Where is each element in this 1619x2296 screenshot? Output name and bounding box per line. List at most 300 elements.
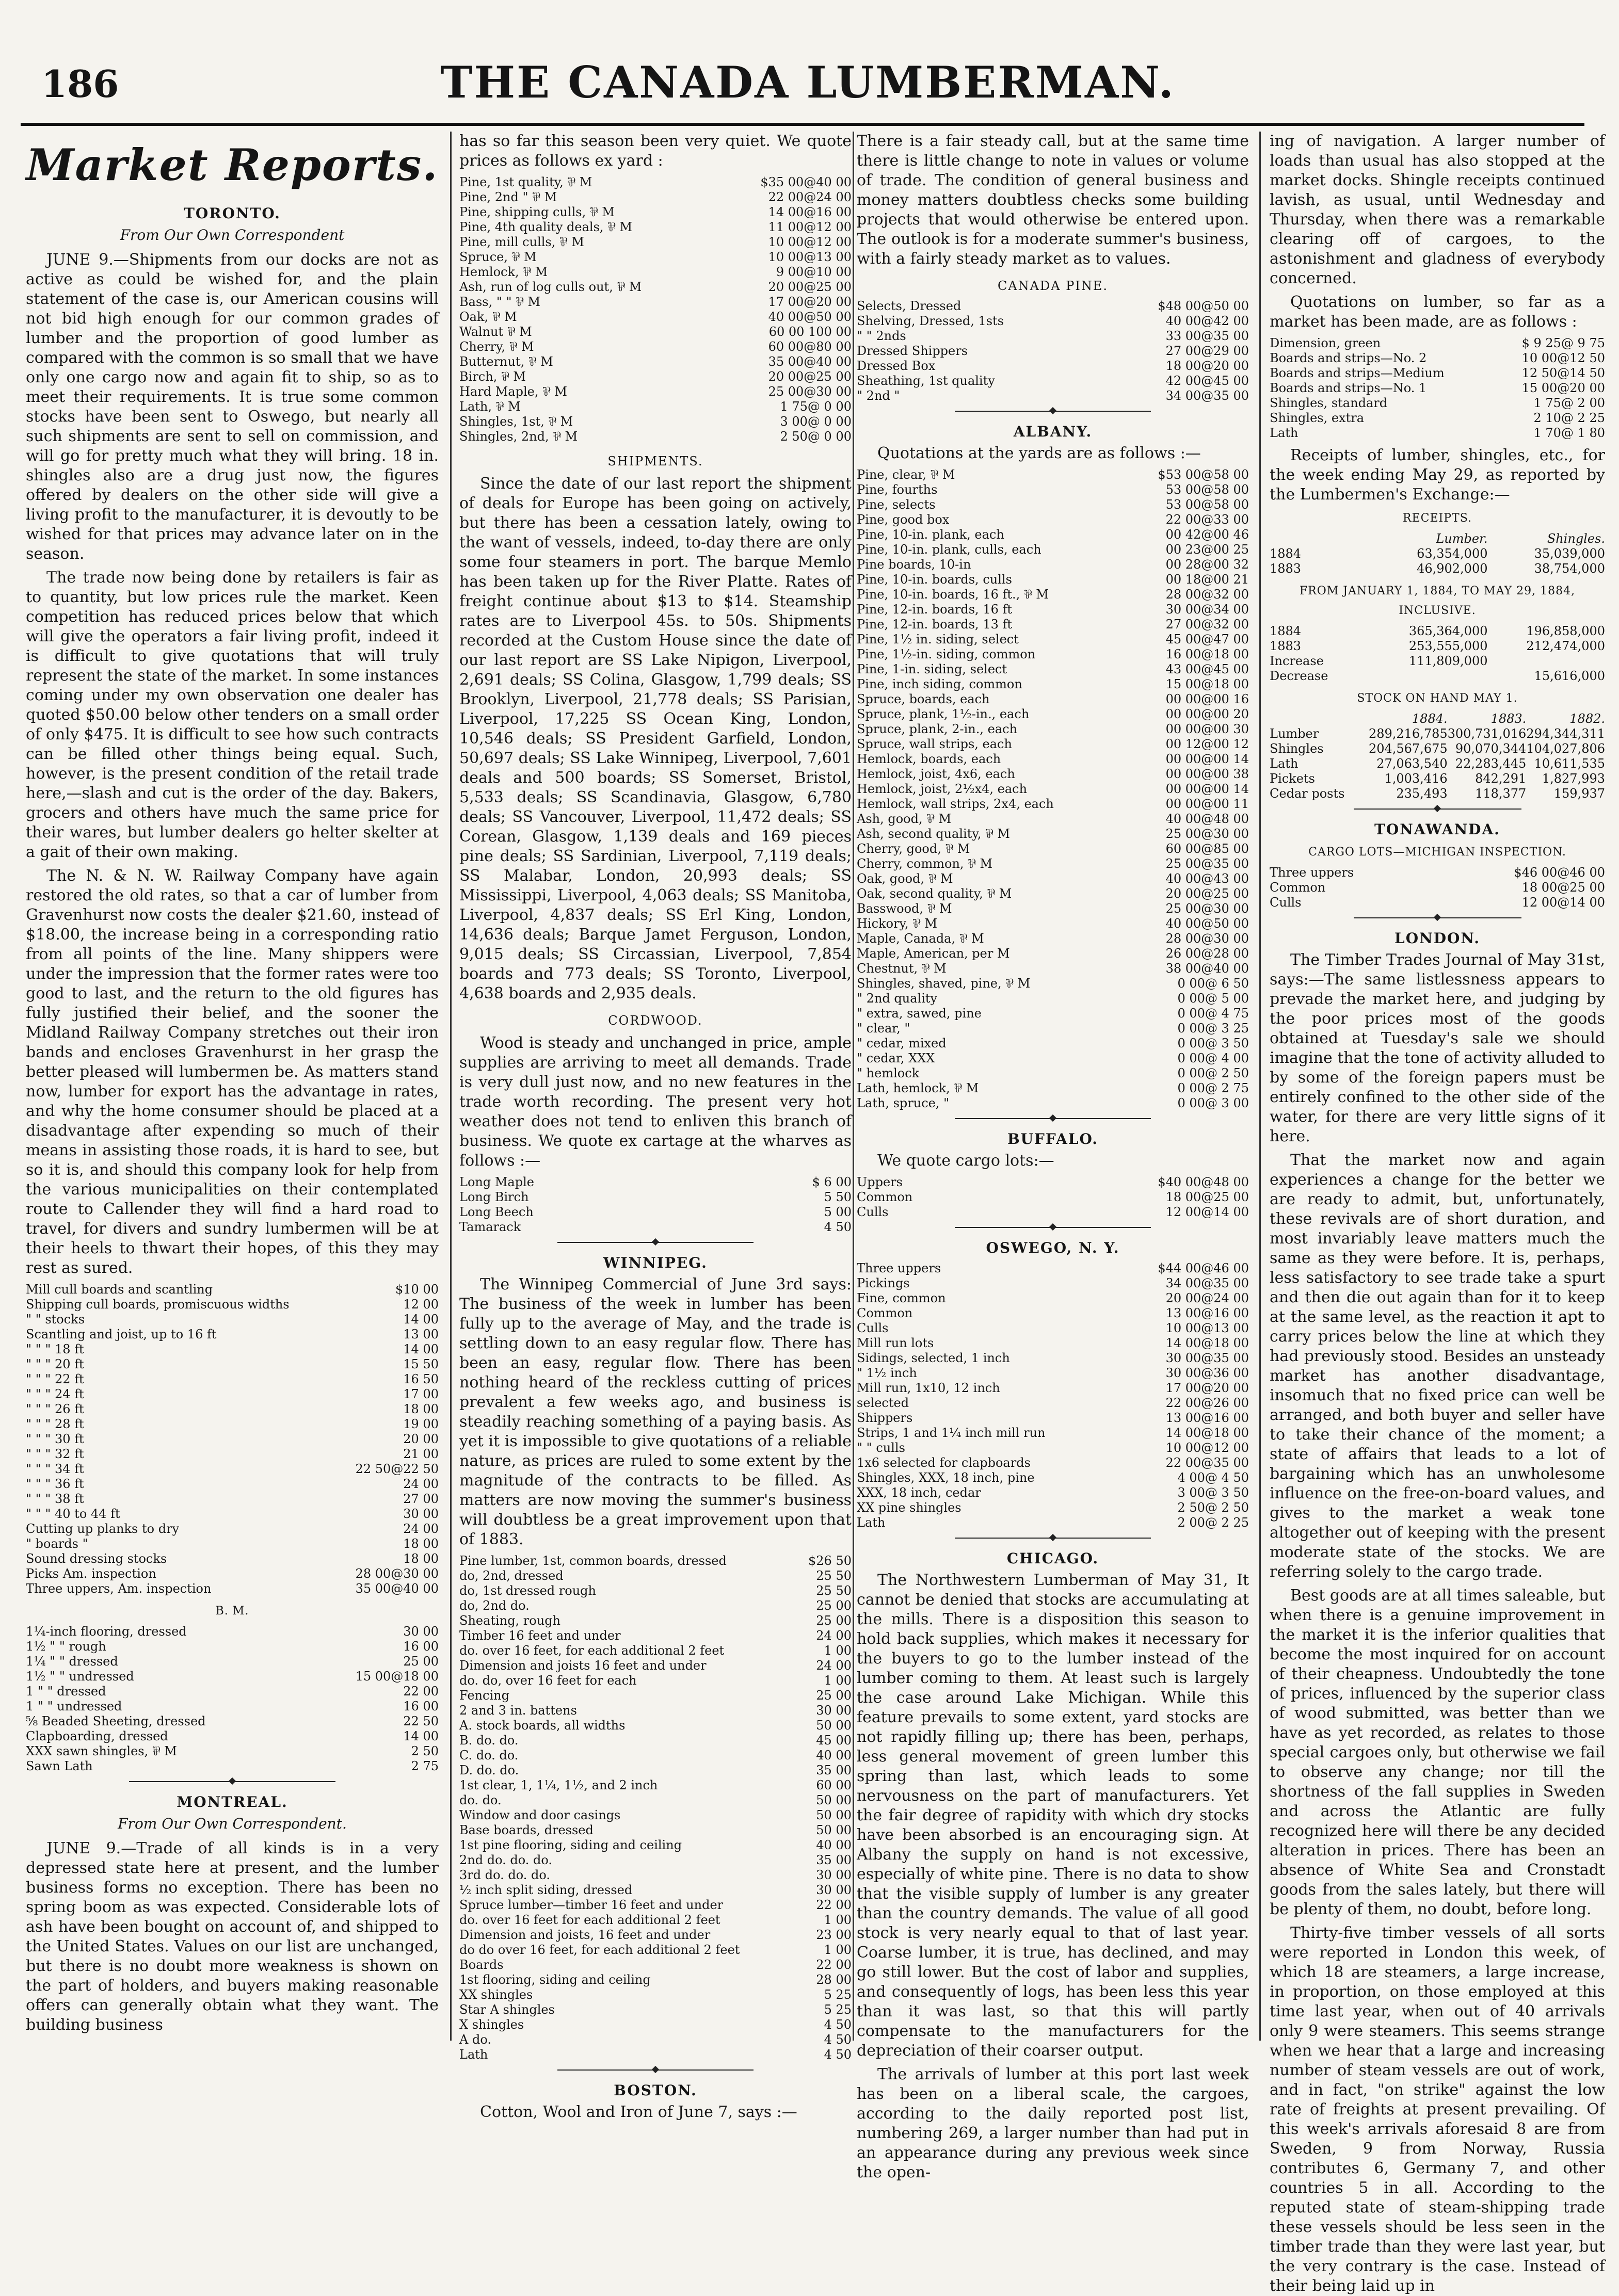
item-value: 0 00@ 6 50	[1177, 976, 1249, 991]
item-label: Shingles, 1st, ⅌ M	[459, 414, 573, 429]
item-label: Pine, 2nd " ⅌ M	[459, 190, 557, 204]
item-label: Birch, ⅌ M	[459, 369, 526, 384]
item-label: Pine, 1½-in. siding, common	[857, 647, 1036, 661]
item-value: 34 00@35 00	[1165, 1276, 1249, 1290]
table-row	[459, 1190, 852, 1205]
section-divider	[1354, 809, 1521, 810]
london-article	[1270, 950, 1605, 2296]
table-row	[459, 190, 852, 205]
item-value: 289,216,785	[1368, 726, 1448, 741]
table-row	[459, 2047, 852, 2062]
section-divider	[1354, 917, 1521, 918]
table-row	[459, 1972, 852, 1987]
item-label: do. do, over 16 feet for each	[459, 1673, 637, 1688]
item-label: Base boards, dressed	[459, 1823, 594, 1837]
item-label: XX pine shingles	[857, 1500, 961, 1515]
item-value: 22 50	[403, 1714, 439, 1728]
item-label: Spruce, plank, 1½-in., each	[857, 707, 1030, 721]
table-row	[857, 467, 1249, 482]
from-january-label: FROM JANUARY 1, 1884, TO MAY 29, 1884, INCLUSIVE.	[1299, 585, 1576, 617]
item-label: " " " 26 ft	[26, 1402, 84, 1416]
item-label: B. do. do.	[459, 1733, 519, 1748]
oswego-price-table	[857, 1261, 1249, 1530]
item-value: 17 00@20 00	[768, 295, 852, 309]
item-label: Cedar posts	[1270, 786, 1345, 801]
item-value: 21 00	[403, 1447, 439, 1461]
column-1	[26, 132, 439, 2041]
table-row	[857, 512, 1249, 527]
table-row	[26, 1729, 439, 1744]
item-value: 35 00	[816, 1763, 852, 1777]
item-value: 24 00	[403, 1477, 439, 1491]
item-label: Common	[857, 1190, 913, 1204]
item-label: " " " 38 ft	[26, 1492, 84, 1506]
item-label: do. over 16 feet for each additional 2 feet	[459, 1913, 720, 1927]
item-label: Spruce lumber—timber 16 feet and under	[459, 1898, 724, 1912]
table-row	[459, 1658, 852, 1673]
item-value: $48 00@50 00	[1158, 299, 1249, 313]
table-header-cell: 1884.	[1412, 712, 1448, 726]
item-value: 16 50	[403, 1372, 439, 1386]
item-label: 1½ " " rough	[26, 1639, 106, 1654]
item-label: " " " 34 ft	[26, 1462, 84, 1476]
item-label: 1 " " undressed	[26, 1699, 122, 1713]
item-value: 40 00	[816, 1838, 852, 1852]
table-row	[26, 1684, 439, 1699]
column-rule	[853, 132, 854, 2041]
table-row	[857, 1426, 1249, 1441]
item-value: 38,754,000	[1534, 561, 1605, 576]
table-row	[857, 602, 1249, 617]
item-value: 18 00@20 00	[1165, 359, 1249, 373]
item-label: Window and door casings	[459, 1808, 621, 1822]
item-value: $26 50	[808, 1554, 852, 1568]
item-label: Maple, American, per M	[857, 946, 1010, 961]
item-label: Shippers	[857, 1411, 913, 1425]
item-value: 2 00@ 2 25	[1177, 1515, 1249, 1530]
table-row	[26, 1639, 439, 1654]
table-row	[857, 707, 1249, 722]
item-label: Pine, 1½ in. siding, select	[857, 632, 1019, 646]
table-row	[26, 1566, 439, 1581]
stock-on-hand-table	[1270, 712, 1605, 801]
item-value: 50 00	[816, 1808, 852, 1822]
toronto-byline: From Our Own Correspondent	[120, 227, 345, 244]
item-label: do. over 16 feet, for each additional 2 feet	[459, 1643, 725, 1658]
item-value: 18 00@25 00	[1165, 1190, 1249, 1204]
item-value: 18 00	[403, 1402, 439, 1416]
table-row	[26, 1402, 439, 1417]
table-row	[459, 205, 852, 220]
table-row	[857, 946, 1249, 961]
item-value: 28 00@30 00	[355, 1566, 439, 1581]
item-value: 25 00	[816, 1688, 852, 1703]
table-row	[857, 647, 1249, 662]
item-label: Pine, good box	[857, 512, 950, 527]
item-value: 5 25	[824, 1987, 852, 2002]
item-value: 14 00	[403, 1312, 439, 1327]
item-value: 22 00	[403, 1684, 439, 1699]
item-value: 5 25	[824, 2002, 852, 2017]
table-row	[857, 827, 1249, 842]
item-label: 1x6 selected for clapboards	[857, 1456, 1031, 1470]
item-label: Three uppers, Am. inspection	[26, 1581, 212, 1596]
item-label: " " " 30 ft	[26, 1432, 84, 1446]
table-row	[26, 1417, 439, 1432]
item-label: " 2nd "	[857, 389, 900, 403]
quotations-intro: Quotations on lumber, so far as a market has been made, are as follows :	[1270, 293, 1605, 331]
item-label: Selects, Dressed	[857, 299, 961, 313]
item-label: " 1½ inch	[857, 1366, 917, 1380]
item-value: 294,344,311	[1526, 726, 1605, 741]
item-value: 40 00@43 00	[1165, 871, 1249, 886]
paragraph: That the market now and again experiences a change for the better we are ready to admit, but, unfortunately, these revivals are of short duration, and most invariably leave matters much the same as they were before. It is, perhaps, less satisfactory to see trade take a spurt and then die out again than for it to keep at the same level, as the reaction it apt to carry prices below the line at which they had previously stood. Besides an unsteady market has another disadvantage, insomuch that no fixed price can well be arranged, and both buyer and seller have to take their chance of the moment; a state of affairs that leads to a lot of bargaining which has an unwholesome influence on the free-on-board values, and gives to the market a weak tone altogether out of keeping with the present moderate state of the stocks. We are referring solely to the cargo trade.	[1270, 1151, 1605, 1581]
item-label: Scantling and joist, up to 16 ft	[26, 1327, 217, 1341]
item-label: " " " 22 ft	[26, 1372, 84, 1386]
table-row	[459, 310, 852, 325]
item-value: 00 00@00 30	[1165, 722, 1249, 736]
item-label: Pine, clear, ⅌ M	[857, 467, 955, 482]
table-row	[857, 1411, 1249, 1426]
item-label: Mill run lots	[857, 1336, 934, 1350]
item-label: " " " 36 ft	[26, 1477, 84, 1491]
table-row	[459, 295, 852, 310]
receipts-table	[1270, 531, 1605, 576]
item-label: Lath, ⅌ M	[459, 399, 521, 414]
table-row	[459, 399, 852, 414]
item-label: Increase	[1270, 654, 1324, 668]
table-row	[1270, 336, 1605, 351]
item-value: $46 00@46 00	[1514, 865, 1605, 880]
item-value: 0 00@ 4 00	[1177, 1051, 1249, 1065]
item-value: 118,377	[1475, 786, 1527, 801]
item-value: $53 00@58 00	[1158, 467, 1249, 482]
table-row	[459, 1838, 852, 1853]
table-row	[857, 1261, 1249, 1276]
table-row	[857, 497, 1249, 512]
item-value: 3 00@ 0 00	[780, 414, 852, 429]
item-value: 00 12@00 12	[1165, 737, 1249, 751]
item-label: Pine, selects	[857, 497, 936, 512]
item-value: 30 00	[816, 1883, 852, 1897]
item-value: 16 00	[403, 1639, 439, 1654]
table-row	[1270, 895, 1605, 910]
item-value: 35 00	[816, 1853, 852, 1867]
item-value: 25 50	[816, 1569, 852, 1583]
item-label: Hemlock, joist, 4x6, each	[857, 767, 1015, 781]
item-value: 00 42@00 46	[1165, 527, 1249, 542]
item-value: 365,364,000	[1408, 624, 1488, 638]
item-value: 1 00	[824, 1673, 852, 1688]
table-row	[26, 1669, 439, 1684]
table-row	[857, 542, 1249, 557]
item-label: Sheathing, 1st quality	[857, 374, 995, 388]
item-label: Dressed Shippers	[857, 344, 968, 358]
item-value: 14 00@16 00	[768, 205, 852, 219]
boston-text: Cotton, Wool and Iron of June 7, says :—	[480, 2103, 797, 2121]
item-value: 0 00@ 4 75	[1177, 1006, 1249, 1021]
item-label: Pine boards, 10-in	[857, 557, 971, 572]
table-row	[857, 1190, 1249, 1205]
item-label: do do over 16 feet, for each additional 2 feet	[459, 1943, 740, 1957]
table-row	[857, 314, 1249, 329]
table-row	[857, 677, 1249, 692]
table-row	[857, 931, 1249, 946]
item-value: 15 00@18 00	[1165, 677, 1249, 691]
item-label: Lath	[857, 1515, 886, 1530]
item-label: Mill cull boards and scantling	[26, 1282, 213, 1297]
item-value: 2 10@ 2 25	[1533, 411, 1605, 425]
item-value: 14 00@18 00	[1165, 1426, 1249, 1440]
item-label: Dimension and joists, 16 feet and under	[459, 1928, 711, 1942]
item-label: 1½ " " undressed	[26, 1669, 134, 1684]
item-value: $10 00	[395, 1282, 439, 1297]
table-row	[1270, 381, 1605, 396]
table-row	[26, 1581, 439, 1596]
table-row	[857, 722, 1249, 737]
item-label: do. do.	[459, 1793, 502, 1807]
table-row	[1270, 654, 1605, 669]
montreal-heading: MONTREAL.	[177, 1793, 288, 1810]
table-row	[857, 1051, 1249, 1066]
table-row	[857, 1441, 1249, 1456]
table-row	[857, 797, 1249, 812]
item-label: Shingles, XXX, 18 inch, pine	[857, 1470, 1035, 1485]
table-row	[857, 767, 1249, 782]
item-label: 1884	[1270, 624, 1302, 638]
item-label: Pine, 1-in. siding, select	[857, 662, 1007, 676]
table-row	[26, 1759, 439, 1774]
item-value: 196,858,000	[1526, 624, 1605, 638]
item-label: Fine, common	[857, 1291, 946, 1305]
item-value: 10 00@13 00	[768, 250, 852, 264]
item-value: 12 50@14 50	[1521, 366, 1605, 380]
item-value: 35,039,000	[1534, 546, 1605, 561]
paragraph: JUNE 9.—Trade of all kinds is in a very depressed state here at present, and the lumber business forms no exception. There has been no spring boom as was expected. Considerable lots of ash have been bought on account of, and shipped to the United States. Values on our list are unchanged, but there is no doubt more weakness is shown on the part of holders, and buyers making reasonable offers can generally obtain what they want. The building business	[26, 1839, 439, 2034]
table-row	[857, 1175, 1249, 1190]
item-label: 1883	[1270, 561, 1302, 576]
section-title: Market Reports.	[26, 139, 439, 190]
montreal-continued: has so far this season been very quiet. We quote prices as follows ex yard :	[459, 132, 852, 170]
item-value: 22 00@26 00	[1165, 1396, 1249, 1410]
item-value: 104,027,806	[1526, 741, 1605, 756]
table-row	[26, 1357, 439, 1372]
item-label: Strips, 1 and 1¼ inch mill run	[857, 1426, 1046, 1440]
item-value: 00 18@00 21	[1165, 572, 1249, 587]
cordwood-heading: CORDWOOD.	[608, 1013, 703, 1028]
table-row	[459, 325, 852, 339]
paragraph: The Timber Trades Journal of May 31st, says:—The same listlessness appears to prevade the market here, and judging by the poor prices most of the goods obtained at Tuesday's sale we should imagine that the tone of activity alluded to by some of the foreign papers must be entirely confined to the other side of the water, for there are very little signs of it here.	[1270, 951, 1605, 1145]
item-value: 25 00@35 00	[1165, 856, 1249, 871]
item-value: 28 00@32 00	[1165, 587, 1249, 602]
item-value: 45 00	[816, 1733, 852, 1748]
item-label: Lumber	[1270, 726, 1319, 741]
item-label: Sidings, selected, 1 inch	[857, 1351, 1010, 1365]
cordwood-table	[459, 1175, 852, 1235]
item-value: 16 00	[403, 1699, 439, 1713]
item-label: " extra, sawed, pine	[857, 1006, 982, 1021]
section-divider	[557, 1242, 754, 1243]
item-label: A. stock boards, all widths	[459, 1718, 626, 1733]
table-row	[459, 1554, 852, 1569]
table-row	[26, 1551, 439, 1566]
table-row	[459, 1598, 852, 1613]
item-label: 2 and 3 in. battens	[459, 1703, 577, 1718]
item-label: Dimension and joists 16 feet and under	[459, 1658, 707, 1673]
table-row	[857, 886, 1249, 901]
buffalo-price-table	[857, 1175, 1249, 1220]
item-value: 2 50@ 2 50	[1177, 1500, 1249, 1515]
item-value: 27 00	[403, 1492, 439, 1506]
item-value: 2 50	[411, 1744, 439, 1758]
table-row	[857, 1081, 1249, 1096]
item-value	[1488, 654, 1606, 669]
table-row	[1270, 669, 1605, 684]
table-cell	[1270, 531, 1370, 546]
cordwood-text: Wood is steady and unchanged in price, ample supplies are arriving to meet all demands. Trade is very dull just now, and no new features in the trade worth recording. The present very hot weather does not tend to enliven this branch of business. We quote ex cartage at the wharves as follows :—	[459, 1034, 852, 1170]
item-label: Lath, hemlock, ⅌ M	[857, 1081, 979, 1095]
item-value: 235,493	[1396, 786, 1448, 801]
table-row	[857, 901, 1249, 916]
item-value: 40 00@42 00	[1165, 314, 1249, 328]
item-value: 23 00	[816, 1928, 852, 1942]
table-row	[459, 1628, 852, 1643]
item-value: 40 00@48 00	[1165, 812, 1249, 826]
table-row	[857, 692, 1249, 707]
item-label: selected	[857, 1396, 909, 1410]
table-cell	[1270, 712, 1369, 726]
table-row	[857, 752, 1249, 767]
item-value: $35 00@40 00	[760, 175, 852, 189]
item-label: 1st flooring, siding and ceiling	[459, 1972, 651, 1987]
table-row	[1270, 366, 1605, 381]
item-label: ⅝ Beaded Sheeting, dressed	[26, 1714, 206, 1728]
masthead: THE CANADA LUMBERMAN.	[440, 57, 1175, 108]
table-row	[459, 1898, 852, 1913]
table-row	[1270, 880, 1605, 895]
item-value: 1 75@ 2 00	[1533, 396, 1605, 410]
table-row	[459, 1913, 852, 1928]
item-value: 00 00@00 38	[1165, 767, 1249, 781]
item-value: 30 00@34 00	[1165, 602, 1249, 617]
table-row	[857, 1351, 1249, 1366]
item-label: Uppers	[857, 1175, 903, 1189]
item-value: 159,937	[1553, 786, 1605, 801]
page-header	[21, 57, 1595, 124]
item-value: $ 9 25@ 9 75	[1521, 336, 1605, 350]
item-label: XXX, 18 inch, cedar	[857, 1485, 981, 1500]
item-value: 34 00@35 00	[1165, 389, 1249, 403]
item-value: 12 00@14 00	[1521, 895, 1605, 910]
table-row	[857, 1470, 1249, 1485]
table-row	[26, 1282, 439, 1297]
item-label: Long Birch	[459, 1190, 529, 1204]
item-label: D. do. do.	[459, 1763, 519, 1777]
header-rule	[21, 123, 1584, 126]
table-row	[459, 280, 852, 295]
table-row	[459, 339, 852, 354]
page-number: 186	[41, 62, 119, 106]
table-row	[1270, 546, 1605, 561]
table-row	[857, 1096, 1249, 1111]
table-row	[459, 414, 852, 429]
item-label: Sawn Lath	[26, 1759, 93, 1773]
item-label: " " " 20 ft	[26, 1357, 84, 1371]
item-value: 1,003,416	[1384, 771, 1448, 786]
item-value: 1,827,993	[1542, 771, 1605, 786]
item-value: 2 50@ 0 00	[780, 429, 852, 444]
paragraph: The N. & N. W. Railway Company have again restored the old rates, so that a car of lumber from Gravenhurst now costs the dealer $21.60, instead of $18.00, the increase being in a corresponding ratio from all points of the line. Many shippers were under the impression that the former rates were too good to last, and the return to the old figures has fully justified their belief, and the sooner the Midland Railway Company stretches out their iron bands and encloses Gravenhurst in her grasp the better pleased will lumbermen be. As matters stand now, lumber for export has the advantage in rates, and why the home consumer should be placed at a disadvantage after expending so much of their means in assisting those roads, it is hard to see, but so it is, and should this company look for help from the various municipalities on their contemplated route to Callender they will find a hard road to travel, for divers and sundry lumbermen will be at their heels to thwart their hopes, of this they may rest as sured.	[26, 867, 439, 1277]
table-header-cell: 1883.	[1490, 712, 1527, 726]
item-value: 300,731,016	[1447, 726, 1527, 741]
paragraph: The trade now being done by retailers is fair as to quantity, but low prices rule the market. Keen competition has reduced prices below that which will give the operators a fair living profit, indeed it is difficult to give quotations that will truly represent the state of the market. In some instances coming under my own observation one dealer has quoted $50.00 below other tenders on a small order of only $475. It is difficult to see how such contracts can be filled other things being equal. Such, however, is the present condition of the retail trade here,—slash and cut is the order of the day. Bakers, grocers and others have much the same price for their wares, but lumber dealers go helter skelter at a gait of their own making.	[26, 569, 439, 861]
item-label: " " " 28 ft	[26, 1417, 84, 1431]
shipments-heading: SHIPMENTS.	[607, 454, 703, 468]
table-row	[459, 1883, 852, 1898]
table-row	[857, 1366, 1249, 1381]
table-row	[857, 374, 1249, 389]
item-value: 17 00@20 00	[1165, 1381, 1249, 1395]
item-label: Clapboarding, dressed	[26, 1729, 168, 1743]
table-row	[1270, 396, 1605, 411]
item-label: " hemlock	[857, 1066, 920, 1080]
item-label: Pine, inch siding, common	[857, 677, 1022, 691]
item-value: 253,555,000	[1408, 639, 1488, 653]
table-row	[459, 1823, 852, 1838]
table-row	[857, 1381, 1249, 1396]
item-value: 10 00@12 00	[1165, 1441, 1249, 1455]
item-value: 30 00	[816, 1868, 852, 1882]
item-label: Maple, Canada, ⅌ M	[857, 931, 984, 946]
item-value: 22 00	[816, 1898, 852, 1912]
table-row	[459, 429, 852, 444]
item-label: do, 2nd do.	[459, 1598, 530, 1613]
item-value: 43 00@45 00	[1165, 662, 1249, 676]
table-row	[857, 1336, 1249, 1351]
item-value: 4 50	[824, 1220, 852, 1234]
item-label: Ash, good, ⅌ M	[857, 812, 952, 826]
montreal-byline: From Our Own Correspondent.	[118, 1815, 347, 1832]
item-label: Boards and strips—No. 1	[1270, 381, 1427, 395]
table-row	[857, 482, 1249, 497]
item-label: Pine, 10-in. plank, culls, each	[857, 542, 1041, 557]
item-label: Culls	[1270, 895, 1302, 910]
item-label: " " culls	[857, 1441, 905, 1455]
table-row	[459, 1583, 852, 1598]
item-value: 4 50	[824, 2017, 852, 2032]
item-label: " " 2nds	[857, 329, 906, 343]
item-label: Shingles, standard	[1270, 396, 1388, 410]
column-3	[857, 132, 1249, 2181]
table-row	[857, 617, 1249, 632]
item-value: 40 00@50 00	[1165, 916, 1249, 931]
item-value: 111,809,000	[1408, 654, 1488, 668]
table-row	[26, 1699, 439, 1714]
albany-intro: Quotations at the yards are as follows :—	[877, 444, 1201, 462]
column-rule	[450, 132, 452, 2041]
table-row	[857, 856, 1249, 871]
item-value: 13 00	[403, 1327, 439, 1341]
item-label: " " " 40 to 44 ft	[26, 1507, 120, 1521]
table-row	[459, 1958, 852, 1972]
item-value: 0 00@ 3 50	[1177, 1036, 1249, 1050]
item-label: Hemlock, wall strips, 2x4, each	[857, 797, 1054, 811]
table-row	[26, 1744, 439, 1759]
item-label: Hickory, ⅌ M	[857, 916, 938, 931]
item-value: 10,611,535	[1534, 756, 1605, 771]
table-row	[1270, 865, 1605, 880]
item-label: Shingles, extra	[1270, 411, 1365, 425]
